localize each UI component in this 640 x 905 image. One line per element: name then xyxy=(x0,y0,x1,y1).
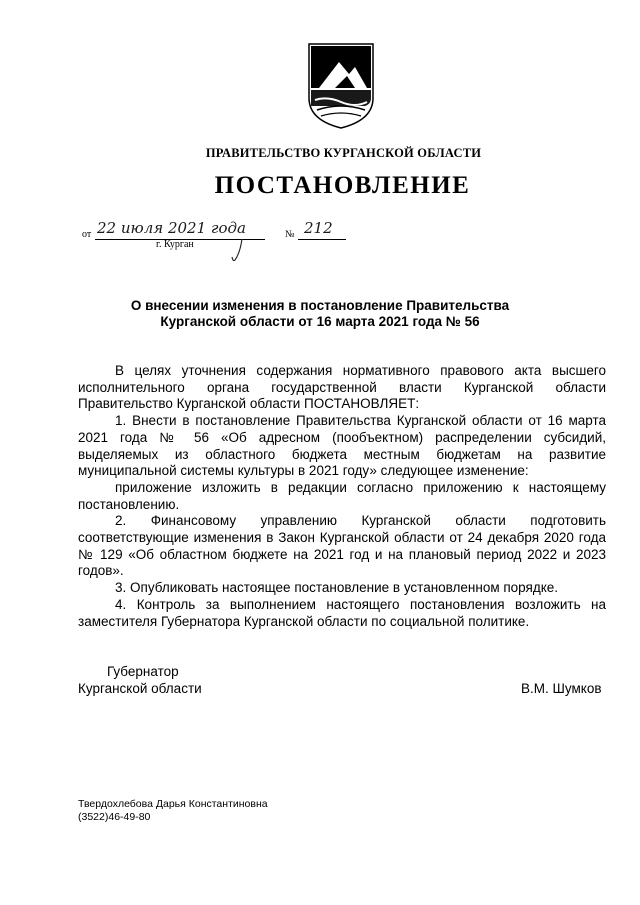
document-subject xyxy=(0,298,640,330)
handwritten-stroke-icon xyxy=(230,237,246,263)
date-prefix: от xyxy=(82,229,92,240)
place-label: г. Курган xyxy=(156,239,194,250)
paragraph-item-1-detail: приложение изложить в редакции согласно приложению к настоящему постановлению. xyxy=(78,479,606,512)
organization-name: ПРАВИТЕЛЬСТВО КУРГАНСКОЙ ОБЛАСТИ xyxy=(205,146,482,160)
paragraph-item-2: 2. Финансовому управлению Курганской области подготовить соответствующие изменения в Закон Курганской области от 24 декабря 2020 года № 129 «Об областном бюджете на 2021 год и на плановый период 2022 и 2023 годов». xyxy=(78,513,606,579)
date-handwritten: 22 июля 2021 года xyxy=(97,219,246,237)
paragraph-item-4: 4. Контроль за выполнением настоящего постановления возложить на заместителя Губернатора Курганской области по социальной политике. xyxy=(78,596,606,629)
subject-line-1: О внесении изменения в постановление Правительства xyxy=(130,298,510,313)
number-field xyxy=(298,219,346,240)
subject-line-2: Курганской области от 16 марта 2021 года № 56 xyxy=(160,314,480,329)
document-body xyxy=(78,363,606,630)
coat-of-arms-icon xyxy=(305,40,377,130)
executor-name: Твердохлебова Дарья Константиновна xyxy=(78,798,268,810)
signatory-title-line-1: Губернатор xyxy=(107,664,179,679)
paragraph-item-3: 3. Опубликовать настоящее постановление в установленном порядке. xyxy=(115,580,559,596)
document-type-title: ПОСТАНОВЛЕНИЕ xyxy=(214,172,471,199)
paragraph-preamble: В целях уточнения содержания нормативного правового акта высшего исполнительного органа государственной власти Курганской области Правительство Курганской области ПОСТАНОВЛЯЕТ: xyxy=(78,363,606,412)
paragraph-item-1: 1. Внести в постановление Правительства Курганской области от 16 марта 2021 года № 56 «Об адресном (пообъектном) распределении субсидий, выделяемых из областного бюджета местным бюджетам на развитие муниципальной системы культуры в 2021 году» следующее изменение: xyxy=(78,413,606,479)
signatory-title-line-2: Курганской области xyxy=(78,681,202,696)
number-handwritten: 212 xyxy=(304,219,333,237)
signatory-name: В.М. Шумков xyxy=(521,681,602,696)
number-prefix: № xyxy=(285,229,295,240)
executor-phone: (3522)46-49-80 xyxy=(78,811,151,823)
